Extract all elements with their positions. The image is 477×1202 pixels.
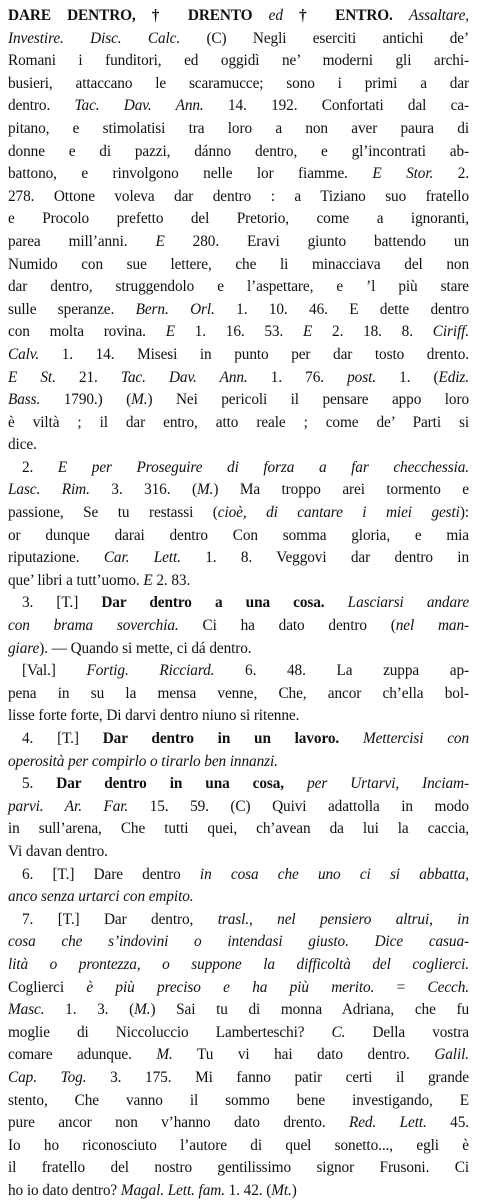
italic-text: cosa che s’indovini o intendasi giusto. Dice casua- xyxy=(8,933,469,951)
sense-2 xyxy=(8,457,469,593)
body-text: ) Sai tu di monna Adriana, che fu xyxy=(150,1001,469,1019)
body-text xyxy=(283,7,299,24)
text-line xyxy=(8,502,469,525)
body-text: Tu vi hai dato dentro. xyxy=(172,1046,435,1064)
text-line xyxy=(8,886,469,909)
italic-text: Red. Lett. xyxy=(349,1114,427,1132)
body-text: = xyxy=(374,978,428,996)
body-text: 45. xyxy=(426,1114,469,1132)
body-text: [Val.] xyxy=(22,662,87,680)
text-line xyxy=(8,389,469,412)
text-line xyxy=(8,321,469,344)
body-text: comare adunque. xyxy=(8,1046,157,1064)
text-line xyxy=(8,73,469,96)
body-text: 15. 59. (C) Quivi adattolla in modo xyxy=(128,797,469,815)
italic-text: E xyxy=(143,571,153,589)
body-text: 1790.) ( xyxy=(40,391,132,409)
body-text: 1. ( xyxy=(375,368,439,386)
body-text: que’ libri a tutt’uomo. xyxy=(8,571,144,589)
italic-text: E per Proseguire di forza a far checchessia. xyxy=(57,458,470,476)
entry-dare-dentro xyxy=(8,5,469,1202)
italic-text: M. xyxy=(156,1046,173,1064)
body-text: 2. 18. 8. xyxy=(312,323,433,341)
italic-text: operosità per compirlo o tirarlo ben innanzi. xyxy=(8,752,278,770)
body-text: 1. 16. 53. xyxy=(174,323,303,341)
body-text: or dunque darai dentro Con somma gloria, e mia xyxy=(8,526,469,544)
body-text: 3. 175. Mi fanno patir certi il grande xyxy=(86,1068,469,1086)
body-text: pure ancor non v’hanno dato drento. xyxy=(8,1114,349,1132)
body-text: pitano, e stimolatisi tra loro a non aver paura di xyxy=(8,119,469,137)
body-text: pena in su la mensa venne, Che, ancor ch’ella bol- xyxy=(8,684,469,702)
text-line xyxy=(8,638,469,661)
body-text: Coglierci xyxy=(8,978,87,996)
italic-text: Galil. xyxy=(434,1046,469,1064)
body-text: battono, e rinvolgono nelle lor fiamme. xyxy=(8,165,373,183)
text-line xyxy=(8,1022,469,1045)
italic-text: per Urtarvi, Inciam- xyxy=(307,775,469,793)
body-text: 1. 14. Misesi in punto per dar tosto drento. xyxy=(39,345,469,363)
body-text xyxy=(252,7,268,24)
italic-text: parvi. Ar. Far. xyxy=(8,797,129,815)
body-text: donne e di pazzi, dánno dentro, e gl’incontrati ab- xyxy=(8,142,469,160)
headword-text: Dar dentro in una cosa, xyxy=(56,775,285,793)
body-text: Della vostra xyxy=(345,1023,469,1041)
body-text: 2. xyxy=(22,458,58,476)
body-text xyxy=(284,775,307,792)
text-line xyxy=(8,344,469,367)
text-line xyxy=(8,909,469,932)
headword-text: † ENTRO. xyxy=(299,7,393,24)
italic-text: E xyxy=(165,323,175,341)
body-text: 1. 8. Veggovi dar dentro in xyxy=(180,549,470,567)
sense-5 xyxy=(8,773,469,863)
italic-text: Tac. Dav. Ann. xyxy=(120,368,248,386)
body-text: il fratello del nostro gentilissimo signor Frusoni. Ci xyxy=(8,1159,469,1177)
headword-text: Dar dentro a una cosa. xyxy=(101,594,325,612)
italic-text: Fortig. Ricciard. xyxy=(86,662,215,680)
body-text: 1. 10. 46. E dette dentro xyxy=(214,300,469,318)
body-text: 2. 83. xyxy=(152,571,191,589)
text-line xyxy=(8,954,469,977)
body-text: dentro. xyxy=(8,97,75,115)
body-text: ) Ma troppo arei tormento e xyxy=(213,481,470,499)
body-text: moglie di Niccoluccio Lamberteschi? xyxy=(8,1023,332,1041)
text-line xyxy=(8,751,469,774)
italic-text: in cosa che uno ci si abbatta, xyxy=(199,865,469,883)
italic-text: Calv. xyxy=(8,345,40,363)
italic-text: Ciriff. xyxy=(432,323,470,341)
text-line xyxy=(8,186,469,209)
text-line xyxy=(8,412,469,435)
italic-text: Mt. xyxy=(271,1181,292,1199)
text-line xyxy=(8,999,469,1022)
italic-text: Mettercisi con xyxy=(362,730,469,747)
body-text: Numido con sue lettere, che li minacciava del non xyxy=(8,255,469,273)
body-text: 14. 192. Confortati dal ca- xyxy=(203,97,469,115)
body-text: passione, Se tu restassi ( xyxy=(8,504,218,522)
headword-text: DARE DENTRO, † DRENTO xyxy=(8,7,253,24)
text-line xyxy=(8,479,469,502)
body-text: riputazione. xyxy=(8,549,104,567)
italic-text: Magal. Lett. fam. xyxy=(120,1181,225,1199)
body-text: stento, Che vanno il sommo bene investigando, E xyxy=(8,1091,469,1109)
body-text: 7. [T.] Dar dentro, xyxy=(22,910,218,928)
italic-text: Assaltare, xyxy=(408,7,469,24)
body-text: Ci ha dato dentro ( xyxy=(178,617,396,635)
text-line xyxy=(8,705,469,728)
italic-text: E xyxy=(155,232,165,250)
body-text: busieri, attaccano le scaramucce; sono i primi a dar xyxy=(8,74,469,92)
italic-text: lità o prontezza, o suppone la difficoltà del coglierci. xyxy=(8,955,469,973)
headword-text: Dar dentro in un lavoro. xyxy=(102,730,340,747)
text-line xyxy=(8,1135,469,1158)
text-line xyxy=(8,1067,469,1090)
text-line xyxy=(8,299,469,322)
text-line xyxy=(8,50,469,73)
italic-text: giare xyxy=(8,639,40,657)
italic-text: Masc. xyxy=(8,1001,45,1019)
text-line xyxy=(8,95,469,118)
body-text: sulle speranze. xyxy=(8,300,136,318)
text-line xyxy=(8,163,469,186)
text-line xyxy=(8,796,469,819)
text-line xyxy=(8,1044,469,1067)
text-line xyxy=(8,592,469,615)
sense-6 xyxy=(8,864,469,909)
body-text: è viltà ; il dar entro, atto reale ; come de’ Parti si xyxy=(8,413,469,431)
body-text: ). — Quando si mette, ci dá dentro. xyxy=(39,639,252,657)
body-text: 1. 42. ( xyxy=(224,1181,272,1199)
text-line xyxy=(8,457,469,480)
body-text xyxy=(325,594,348,611)
body-text: dice. xyxy=(8,436,37,454)
body-text: 3. 316. ( xyxy=(89,481,197,499)
italic-text: Investire. Disc. Calc. xyxy=(8,29,181,47)
body-text: dar dentro, struggendolo e l’aspettare, e ’l più stare xyxy=(8,278,469,296)
italic-text: M. xyxy=(196,481,214,499)
body-text: 280. Eravi giunto battendo un xyxy=(164,232,469,250)
body-text: 278. Ottone voleva dar dentro : a Tiziano suo fratello xyxy=(8,187,469,205)
text-line xyxy=(8,1112,469,1135)
italic-text: trasl., nel pensiero altrui, in xyxy=(217,910,469,928)
sense-main xyxy=(8,5,469,457)
body-text: parea mill’anni. xyxy=(8,232,156,250)
text-line xyxy=(8,728,469,751)
italic-text: è più preciso e ha più merito. xyxy=(86,978,375,996)
italic-text: Bern. Orl. xyxy=(135,300,215,318)
text-line xyxy=(8,254,469,277)
italic-text: nel man- xyxy=(395,617,469,635)
italic-text: con brama soverchia. xyxy=(8,617,179,635)
italic-text: M. xyxy=(131,391,148,409)
italic-text: Car. Lett. xyxy=(103,549,181,567)
text-line xyxy=(8,118,469,141)
text-line xyxy=(8,660,469,683)
text-line xyxy=(8,864,469,887)
text-line xyxy=(8,977,469,1000)
body-text: Io ho riconosciuto l’autore di quel sonetto..., egli è xyxy=(8,1136,469,1154)
text-line xyxy=(8,773,469,796)
body-text: lisse forte forte, Di darvi dentro niuno si ritenne. xyxy=(8,707,300,725)
text-line xyxy=(8,683,469,706)
italic-text: Cap. Tog. xyxy=(8,1068,87,1086)
italic-text: ed xyxy=(268,7,283,24)
sense-7 xyxy=(8,909,469,1202)
text-line xyxy=(8,615,469,638)
body-text: 1. 3. ( xyxy=(44,1001,135,1019)
text-line xyxy=(8,1157,469,1180)
text-line xyxy=(8,208,469,231)
body-text: con molta rovina. xyxy=(8,323,166,341)
body-text xyxy=(339,730,363,747)
body-text: 3. [T.] xyxy=(22,594,102,612)
body-text: ) xyxy=(291,1181,297,1199)
text-line xyxy=(8,28,469,51)
italic-text: C. xyxy=(331,1023,346,1041)
sense-4 xyxy=(8,728,469,773)
italic-text: Ediz. xyxy=(438,368,469,386)
body-text: 2. xyxy=(433,165,469,183)
text-line xyxy=(8,1180,469,1202)
body-text: ho io dato dentro? xyxy=(8,1181,121,1199)
text-line xyxy=(8,231,469,254)
body-text: 21. xyxy=(55,368,121,386)
italic-text: Lasc. Rim. xyxy=(8,481,90,499)
sense-3 xyxy=(8,592,469,728)
body-text: Romani i funditori, ed oggidì ne’ moderni gli archi- xyxy=(8,52,469,70)
body-text: 1. 76. xyxy=(247,368,348,386)
italic-text: E Stor. xyxy=(372,165,434,183)
body-text: 5. xyxy=(22,775,57,793)
body-text: (C) Negli eserciti antichi de’ xyxy=(180,29,469,47)
text-line xyxy=(8,141,469,164)
italic-text: Tac. Dav. Ann. xyxy=(74,97,204,115)
italic-text: E St. xyxy=(8,368,56,386)
body-text: 6. [T.] Dare dentro xyxy=(22,865,200,883)
italic-text: Bass. xyxy=(8,391,41,409)
text-line xyxy=(8,276,469,299)
italic-text: Cecch. xyxy=(427,978,469,996)
body-text: ) Nei pericoli il pensare appo loro xyxy=(147,391,470,409)
italic-text: M. xyxy=(134,1001,151,1019)
text-line xyxy=(8,5,469,28)
text-line xyxy=(8,547,469,570)
text-line xyxy=(8,1090,469,1113)
text-line xyxy=(8,434,469,457)
italic-text: Lasciarsi andare xyxy=(347,594,470,612)
italic-text: anco senza urtarci con empito. xyxy=(8,888,194,906)
text-line xyxy=(8,525,469,548)
body-text: e Procolo prefetto del Pretorio, come a ignoranti, xyxy=(8,210,469,228)
body-text: 6. 48. La zuppa ap- xyxy=(214,662,469,680)
text-line xyxy=(8,570,469,593)
italic-text: post. xyxy=(347,368,376,386)
text-line xyxy=(8,367,469,390)
italic-text: cioè, di cantare i miei gesti xyxy=(217,504,460,522)
text-line xyxy=(8,818,469,841)
body-text: Vi davan dentro. xyxy=(8,842,108,860)
body-text: 4. [T.] xyxy=(22,730,103,747)
body-text xyxy=(393,7,409,24)
text-line xyxy=(8,931,469,954)
italic-text: E xyxy=(302,323,313,341)
body-text: ): xyxy=(459,504,469,522)
text-line xyxy=(8,841,469,864)
body-text: in sull’arena, Che tutti quei, ch’avean da lui la caccia, xyxy=(8,820,469,838)
